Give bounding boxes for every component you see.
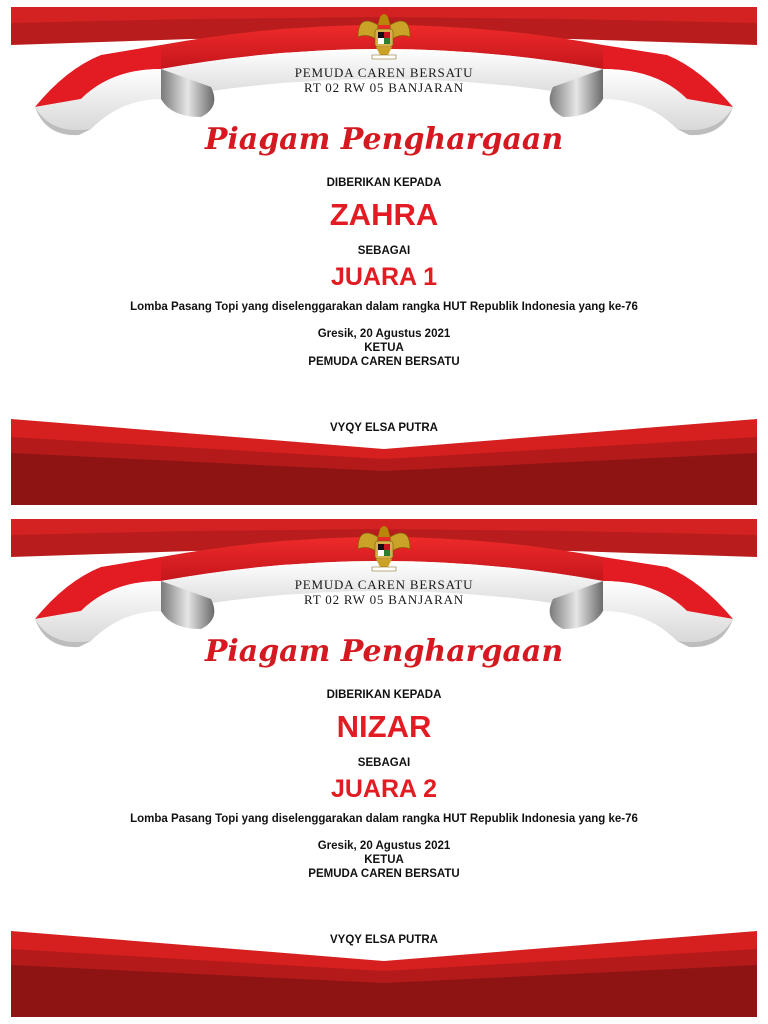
signer-organization: PEMUDA CAREN BERSATU <box>308 868 460 880</box>
signer-name: VYQY ELSA PUTRA <box>330 422 438 434</box>
signer-name: VYQY ELSA PUTRA <box>330 934 438 946</box>
recipient-name: ZAHRA <box>329 197 439 232</box>
rank: JUARA 1 <box>330 263 438 291</box>
organization-address: RT 02 RW 05 BANJARAN <box>304 80 464 95</box>
as-label: SEBAGAI <box>357 245 411 257</box>
certificate-title: Piagam Penghargaan <box>204 634 564 669</box>
event-description: Lomba Pasang Topi yang diselenggarakan dalam rangka HUT Republik Indonesia yang ke-76 <box>130 813 638 825</box>
signer-role: KETUA <box>364 342 404 354</box>
place-date: Gresik, 20 Agustus 2021 <box>317 840 451 852</box>
given-to-label: DIBERIKAN KEPADA <box>326 689 442 701</box>
certificate-1 <box>11 7 757 505</box>
organization-name: PEMUDA CAREN BERSATU <box>294 577 474 592</box>
certificate-title: Piagam Penghargaan <box>204 122 564 157</box>
given-to-label: DIBERIKAN KEPADA <box>326 177 442 189</box>
organization-name: PEMUDA CAREN BERSATU <box>294 65 474 80</box>
event-description: Lomba Pasang Topi yang diselenggarakan dalam rangka HUT Republik Indonesia yang ke-76 <box>130 301 638 313</box>
place-date: Gresik, 20 Agustus 2021 <box>317 328 451 340</box>
signer-role: KETUA <box>364 854 404 866</box>
certificate-2 <box>11 519 757 1017</box>
as-label: SEBAGAI <box>357 757 411 769</box>
organization-address: RT 02 RW 05 BANJARAN <box>304 592 464 607</box>
recipient-name: NIZAR <box>336 709 432 744</box>
rank: JUARA 2 <box>330 775 438 803</box>
signer-organization: PEMUDA CAREN BERSATU <box>308 356 460 368</box>
